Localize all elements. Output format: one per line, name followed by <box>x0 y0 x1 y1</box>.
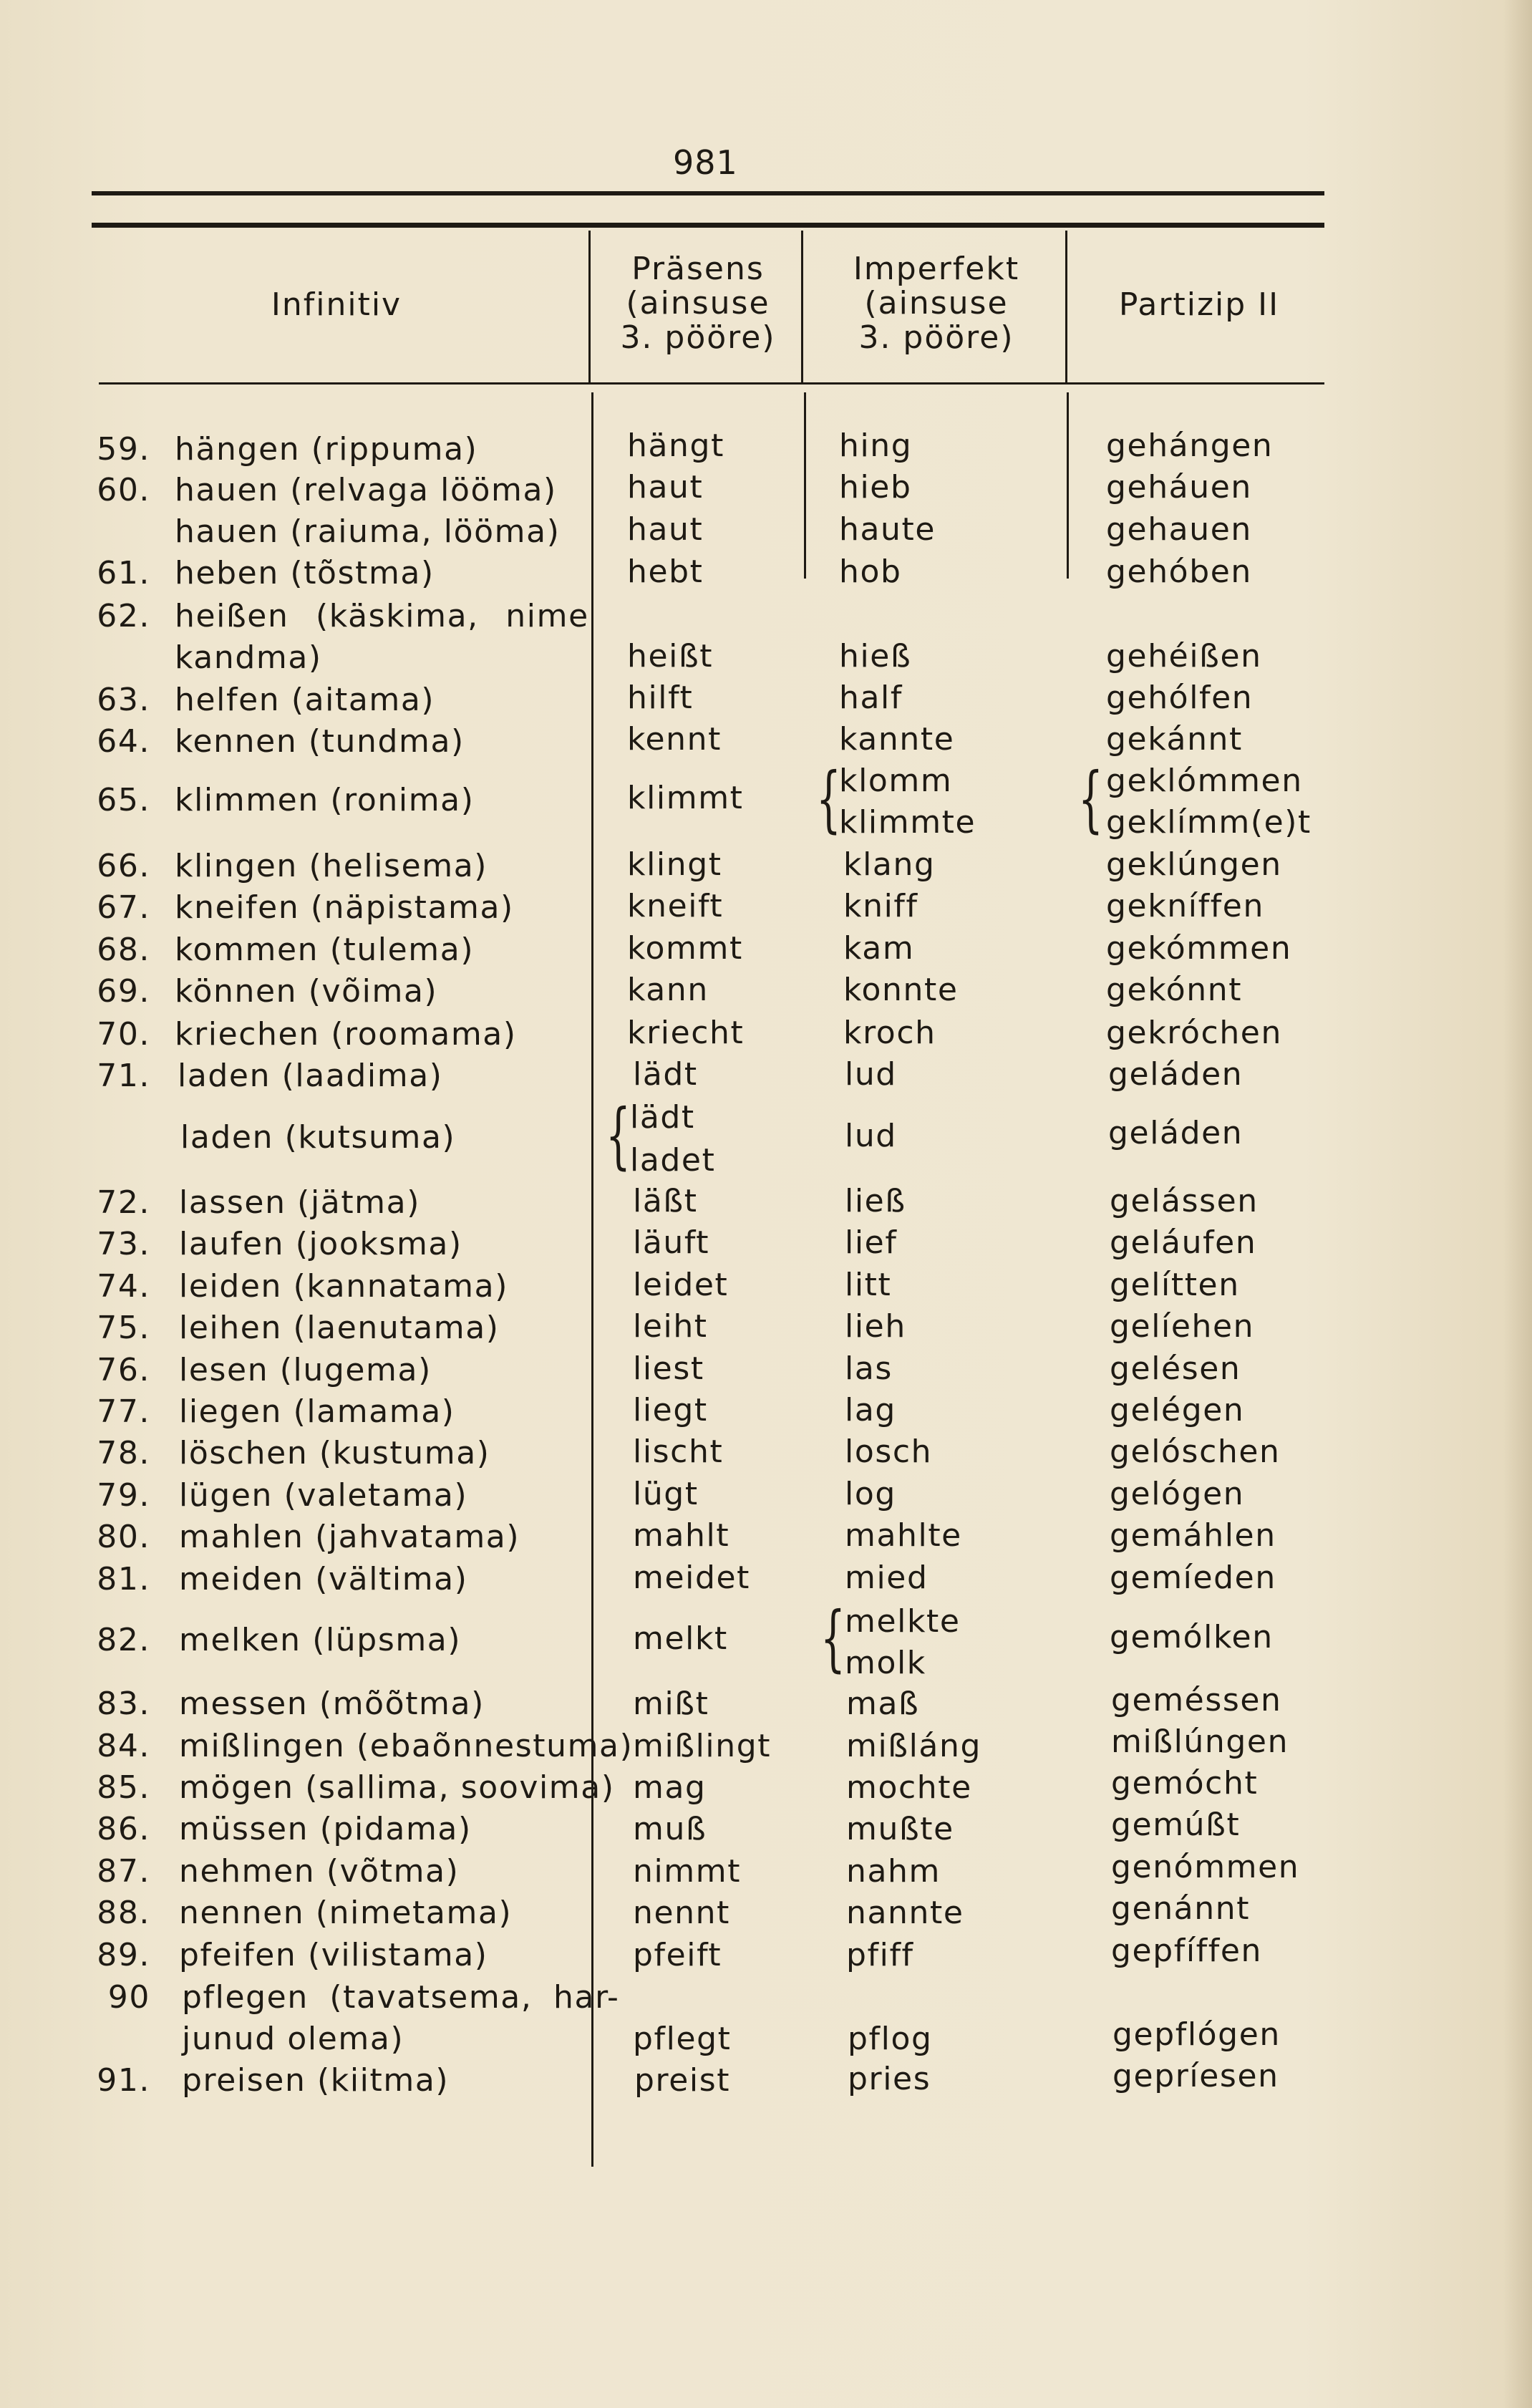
brace-icon: { <box>820 1596 845 1680</box>
present-form: lädt <box>630 1099 695 1136</box>
row-number: 64. <box>97 723 150 760</box>
imperfect-form: molk <box>845 1645 926 1681</box>
imperfect-form: klomm <box>839 763 953 799</box>
row-number: 78. <box>97 1435 150 1471</box>
present-form: mahlt <box>633 1517 730 1554</box>
participle-form: gehóben <box>1106 553 1252 590</box>
infinitive: preisen (kiitma) <box>182 2062 450 2099</box>
participle-form: gekómmen <box>1106 930 1292 967</box>
imperfect-form: losch <box>845 1433 933 1470</box>
header-infinitiv: Infinitiv <box>271 286 402 323</box>
imperfect-form: lud <box>845 1056 897 1093</box>
top-rule-thick <box>92 223 1324 228</box>
row-number: 61. <box>97 555 150 591</box>
infinitive: lügen (valetama) <box>179 1477 468 1514</box>
header-imperfekt <box>809 252 1064 355</box>
header-divider-3 <box>1065 231 1067 382</box>
infinitive: mögen (sallima, soovima) <box>179 1769 615 1806</box>
infinitive: pflegen (tavatsema, har- <box>182 1979 620 2016</box>
present-form: haut <box>627 511 704 548</box>
participle-form: mißlúngen <box>1111 1723 1289 1760</box>
infinitive: mahlen (jahvatama) <box>179 1519 520 1555</box>
imperfect-form: lieh <box>845 1308 906 1345</box>
infinitive: nennen (nimetama) <box>179 1895 513 1931</box>
participle-form: gepfíffen <box>1111 1933 1262 1969</box>
participle-form: gehéißen <box>1106 638 1262 674</box>
present-form: kann <box>627 972 709 1008</box>
imperfect-form: las <box>845 1350 893 1387</box>
row-number: 72. <box>97 1184 150 1221</box>
imperfect-form: pflog <box>848 2021 933 2057</box>
present-form: mißlingt <box>633 1728 772 1764</box>
infinitive: lassen (jätma) <box>179 1184 420 1221</box>
row-number: 63. <box>97 682 150 718</box>
row-number: 60. <box>97 472 150 508</box>
imperfect-form: hieß <box>839 638 912 674</box>
top-rule-thin <box>92 191 1324 195</box>
infinitive: heißen (käskima, nime <box>175 598 589 634</box>
row-number: 62. <box>97 598 150 634</box>
present-form: preist <box>634 2062 731 2099</box>
imperfect-form: nannte <box>846 1895 964 1931</box>
infinitive: mißlingen (ebaõnnestuma) <box>179 1728 634 1764</box>
infinitive: klimmen (ronima) <box>175 782 475 818</box>
imperfect-form: haute <box>839 511 936 548</box>
infinitive: hauen (relvaga lööma) <box>175 472 557 508</box>
infinitive: liegen (lamama) <box>179 1393 455 1430</box>
imperfect-form: kniff <box>843 888 918 924</box>
participle-form: gepflógen <box>1112 2016 1281 2053</box>
present-form: kommt <box>627 930 743 967</box>
participle-form: gelógen <box>1110 1476 1245 1512</box>
imperfect-form: hob <box>839 553 902 590</box>
row-number: 88. <box>97 1895 150 1931</box>
infinitive: können (võima) <box>175 973 438 1010</box>
infinitive: klingen (helisema) <box>175 848 488 884</box>
participle-form: gelésen <box>1110 1350 1241 1387</box>
header-imperfekt-line2: (ainsuse <box>864 285 1009 321</box>
present-form: läuft <box>633 1224 710 1261</box>
row-number: 84. <box>97 1728 150 1764</box>
present-form: lügt <box>633 1476 699 1512</box>
body-divider-2 <box>804 392 806 579</box>
page-number: 981 <box>673 143 738 182</box>
participle-form: gehángen <box>1106 427 1274 464</box>
row-number: 82. <box>97 1622 150 1658</box>
participle-form: gekróchen <box>1106 1015 1282 1051</box>
infinitive: kandma) <box>175 639 322 676</box>
participle-form: gemúßt <box>1111 1807 1241 1843</box>
row-number: 71. <box>97 1058 150 1094</box>
participle-form: genánnt <box>1111 1890 1251 1927</box>
present-form: mißt <box>633 1686 709 1722</box>
row-number: 67. <box>97 889 150 926</box>
infinitive: nehmen (võtma) <box>179 1853 460 1890</box>
row-number: 76. <box>97 1352 150 1388</box>
participle-form: gekníffen <box>1106 888 1264 924</box>
row-number: 83. <box>97 1686 150 1722</box>
row-number: 86. <box>97 1811 150 1847</box>
row-number: 90 <box>107 1979 150 2016</box>
present-form: leiht <box>633 1308 708 1345</box>
present-form: liest <box>633 1350 704 1387</box>
present-form: lädt <box>633 1056 698 1093</box>
imperfect-form: lief <box>845 1224 898 1261</box>
present-form: klingt <box>627 846 722 883</box>
participle-form: gelítten <box>1110 1267 1240 1303</box>
infinitive: junud olema) <box>182 2021 404 2057</box>
present-form: pfeift <box>633 1937 722 1973</box>
infinitive: leiden (kannatama) <box>179 1268 508 1305</box>
participle-form: geláden <box>1108 1115 1243 1151</box>
infinitive: laden (kutsuma) <box>180 1119 456 1156</box>
present-form: kennt <box>627 721 722 758</box>
present-form: hilft <box>627 680 694 716</box>
participle-form: geméssen <box>1111 1682 1282 1718</box>
imperfect-form: pries <box>848 2061 931 2097</box>
participle-form: gehólfen <box>1106 680 1254 716</box>
infinitive: pfeifen (vilistama) <box>179 1937 488 1973</box>
imperfect-form: maß <box>846 1686 920 1722</box>
participle-form: genómmen <box>1111 1849 1300 1885</box>
imperfect-form: lud <box>845 1118 897 1154</box>
infinitive: löschen (kustuma) <box>179 1435 490 1471</box>
present-form: haut <box>627 469 704 506</box>
infinitive: hängen (rippuma) <box>175 431 478 468</box>
imperfect-form: mochte <box>846 1769 972 1806</box>
row-number: 79. <box>97 1477 150 1514</box>
present-form: ladet <box>630 1142 716 1179</box>
imperfect-form: kannte <box>839 721 955 758</box>
imperfect-form: kam <box>843 930 915 967</box>
row-number: 65. <box>97 782 150 818</box>
header-partizip: Partizip II <box>1118 286 1280 323</box>
row-number: 68. <box>97 932 150 968</box>
infinitive: messen (mõõtma) <box>179 1686 485 1722</box>
present-form: leidet <box>633 1267 729 1303</box>
present-form: klimmt <box>627 780 744 816</box>
present-form: melkt <box>633 1620 728 1657</box>
infinitive: laufen (jooksma) <box>179 1226 462 1262</box>
participle-form: gelássen <box>1110 1183 1259 1219</box>
infinitive: lesen (lugema) <box>179 1352 432 1388</box>
infinitive: kennen (tundma) <box>175 723 465 760</box>
imperfect-form: log <box>845 1476 896 1512</box>
present-form: nennt <box>633 1895 730 1931</box>
row-number: 74. <box>97 1268 150 1305</box>
infinitive: kommen (tulema) <box>175 932 475 968</box>
infinitive: heben (tõstma) <box>175 555 435 591</box>
infinitive: leihen (laenutama) <box>179 1310 500 1346</box>
body-divider-3 <box>1067 392 1069 579</box>
present-form: mag <box>633 1769 707 1806</box>
row-number: 66. <box>97 848 150 884</box>
imperfect-form: konnte <box>843 972 959 1008</box>
participle-form: gekónnt <box>1106 972 1243 1008</box>
row-number: 89. <box>97 1937 150 1973</box>
infinitive: hauen (raiuma, lööma) <box>175 513 561 550</box>
participle-form: gelíehen <box>1110 1308 1255 1345</box>
imperfect-form: hing <box>839 427 913 464</box>
brace-icon: { <box>606 1093 631 1177</box>
row-number: 91. <box>97 2062 150 2099</box>
participle-form: gehauen <box>1106 511 1252 548</box>
infinitive: melken (lüpsma) <box>179 1622 462 1658</box>
infinitive: kneifen (näpistama) <box>175 889 514 926</box>
row-number: 77. <box>97 1393 150 1430</box>
participle-form: geklúngen <box>1106 846 1282 883</box>
participle-form: gekánnt <box>1106 721 1243 758</box>
row-number: 85. <box>97 1769 150 1806</box>
row-number: 87. <box>97 1853 150 1890</box>
participle-form: gemíeden <box>1110 1560 1276 1596</box>
brace-icon: { <box>1078 757 1103 841</box>
imperfect-form: kroch <box>843 1015 936 1051</box>
header-imperfekt-line3: 3. pööre) <box>858 319 1014 356</box>
row-number: 73. <box>97 1226 150 1262</box>
participle-form: geklímm(e)t <box>1106 804 1312 841</box>
present-form: lischt <box>633 1433 724 1470</box>
participle-form: gepríesen <box>1112 2058 1279 2094</box>
imperfect-form: hieb <box>839 469 912 506</box>
imperfect-form: half <box>839 680 903 716</box>
participle-form: gemólken <box>1110 1619 1274 1655</box>
row-number: 75. <box>97 1310 150 1346</box>
header-praesens-line3: 3. pööre) <box>620 319 776 356</box>
row-number: 69. <box>97 973 150 1010</box>
imperfect-form: nahm <box>846 1853 941 1890</box>
infinitive: müssen (pidama) <box>179 1811 472 1847</box>
present-form: läßt <box>633 1183 698 1219</box>
imperfect-form: mißláng <box>846 1728 982 1764</box>
participle-form: gemáhlen <box>1110 1517 1276 1554</box>
present-form: kriecht <box>627 1015 745 1051</box>
present-form: meidet <box>633 1560 751 1596</box>
participle-form: geklómmen <box>1106 763 1303 799</box>
header-praesens <box>594 252 802 355</box>
present-form: kneift <box>627 888 724 924</box>
body-divider-1 <box>591 392 593 2167</box>
participle-form: geláden <box>1108 1056 1243 1093</box>
present-form: hebt <box>627 553 704 590</box>
participle-form: gelóschen <box>1110 1433 1281 1470</box>
imperfect-form: mahlte <box>845 1517 962 1554</box>
infinitive: helfen (aitama) <box>175 682 435 718</box>
infinitive: laden (laadima) <box>178 1058 443 1094</box>
participle-form: geháuen <box>1106 469 1252 506</box>
present-form: pflegt <box>633 2021 732 2057</box>
header-praesens-line2: (ainsuse <box>626 285 770 321</box>
imperfect-form: litt <box>845 1267 892 1303</box>
header-bottom-rule <box>99 382 1324 385</box>
row-number: 80. <box>97 1519 150 1555</box>
infinitive: meiden (vältima) <box>179 1561 468 1597</box>
present-form: muß <box>633 1811 707 1847</box>
row-number: 81. <box>97 1561 150 1597</box>
present-form: nimmt <box>633 1853 742 1890</box>
row-number: 59. <box>97 431 150 468</box>
header-imperfekt-line1: Imperfekt <box>853 251 1020 287</box>
imperfect-form: klimmte <box>839 804 976 841</box>
imperfect-form: pfiff <box>846 1937 914 1973</box>
present-form: heißt <box>627 638 714 674</box>
brace-icon: { <box>816 757 841 841</box>
participle-form: gelégen <box>1110 1392 1245 1428</box>
participle-form: geláufen <box>1110 1224 1257 1261</box>
imperfect-form: mußte <box>846 1811 954 1847</box>
present-form: hängt <box>627 427 724 464</box>
present-form: liegt <box>633 1392 708 1428</box>
header-praesens-line1: Präsens <box>631 251 765 287</box>
row-number: 70. <box>97 1016 150 1053</box>
header-divider-1 <box>588 231 591 382</box>
imperfect-form: melkte <box>845 1603 961 1640</box>
infinitive: kriechen (roomama) <box>175 1016 517 1053</box>
imperfect-form: ließ <box>845 1183 906 1219</box>
participle-form: gemócht <box>1111 1765 1259 1802</box>
imperfect-form: lag <box>845 1392 896 1428</box>
imperfect-form: klang <box>843 846 936 883</box>
imperfect-form: mied <box>845 1560 929 1596</box>
